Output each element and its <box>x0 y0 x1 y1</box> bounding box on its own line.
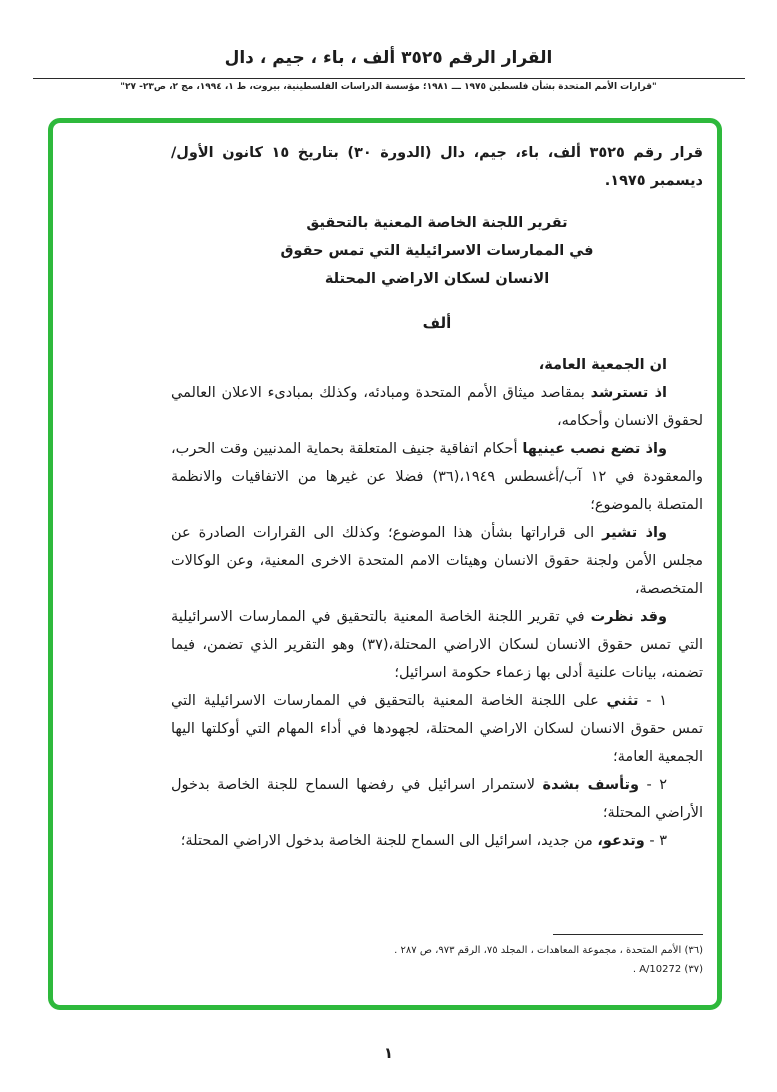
paragraph-lead: اذ تسترشد <box>590 385 667 401</box>
body-paragraph: ٢ - وتأسف بشدة لاستمرار اسرائيل في رفضها السماح للجنة الخاصة بدخول الأراضي المحتلة؛ <box>171 777 703 821</box>
paragraph-lead: وتأسف بشدة <box>542 777 640 793</box>
footnotes-section <box>67 934 703 979</box>
section-letter: ألف <box>422 314 452 332</box>
paragraph-lead: تثني <box>606 693 639 709</box>
body-paragraph: وقد نظرت في تقرير اللجنة الخاصة المعنية بالتحقيق في الممارسات الاسرائيلية التي تمس حقوق الانسان لسكان الاراضي المحتلة،(٣٧) وهو التقرير الذي تضمن، فيما تضمنه، بيانات علنية أدلى بها زعماء حكومة اسرائيل؛ <box>171 609 703 681</box>
report-heading-line: تقرير اللجنة الخاصة المعنية بالتحقيق <box>306 215 568 231</box>
footnote-list <box>67 941 703 979</box>
report-heading-line: الانسان لسكان الاراضي المحتلة <box>324 271 550 287</box>
document-body <box>53 123 717 1005</box>
paragraph-lead: ان الجمعية العامة، <box>538 357 667 373</box>
page-number: ١ <box>383 1044 394 1062</box>
paragraph-lead: واذ تشير <box>602 525 667 541</box>
body-paragraphs <box>171 351 703 855</box>
body-paragraph: ٣ - وتدعو، من جديد، اسرائيل الى السماح للجنة الخاصة بدخول الاراضي المحتلة؛ <box>180 833 667 849</box>
footnote-divider <box>553 934 703 935</box>
paragraph-lead: واذ تضع نصب عينيها <box>522 441 667 457</box>
paragraph-lead: وتدعو، <box>597 833 645 849</box>
body-paragraph: واذ تضع نصب عينيها أحكام اتفاقية جنيف المتعلقة بحماية المدنيين وقت الحرب، والمعقودة في ١٢ آب/أغسطس ١٩٤٩،(٣٦) فضلا عن غيرها من الاتفاقيات والانظمة المتصلة بالموضوع؛ <box>171 441 703 513</box>
body-paragraph <box>171 351 703 379</box>
body-paragraph: ١ - تثني على اللجنة الخاصة المعنية بالتحقيق في الممارسات الاسرائيلية التي تمس حقوق الانسان لسكان الاراضي المحتلة، لجهودها في أداء المهام التي أوكلتها اليها الجمعية العامة؛ <box>171 693 703 765</box>
body-paragraph: اذ تسترشد بمقاصد ميثاق الأمم المتحدة ومبادئه، وكذلك بمبادىء الاعلان العالمي لحقوق الانسان وأحكامه، <box>171 385 703 429</box>
header-divider <box>33 78 745 79</box>
document-title: القرار الرقم ٣٥٢٥ ألف ، باء ، جيم ، دال <box>224 48 553 68</box>
footnote: (٣٦) الأمم المتحدة ، مجموعة المعاهدات ، المجلد ٧٥، الرقم ٩٧٣، ص ٢٨٧ . <box>394 945 703 956</box>
resolution-intro: قرار رقم ٣٥٢٥ ألف، باء، جيم، دال (الدورة ٣٠) بتاريخ ١٥ كانون الأول/ديسمبر ١٩٧٥. <box>171 145 704 189</box>
source-citation: "قرارات الأمم المتحدة بشأن فلسطين ١٩٧٥ ـــ ١٩٨١؛ مؤسسة الدراسات الفلسطينية، بيروت، ط ١، ١٩٩٤، مج ٢، ص٢٣- ٢٧" <box>120 82 657 92</box>
highlight-border <box>48 118 722 1010</box>
report-heading-line: في الممارسات الاسرائيلية التي تمس حقوق <box>280 243 594 259</box>
footnote: (٣٧) A/10272 . <box>632 964 703 975</box>
paragraph-lead: وقد نظرت <box>590 609 668 625</box>
body-paragraph: واذ تشير الى قراراتها بشأن هذا الموضوع؛ وكذلك الى القرارات الصادرة عن مجلس الأمن ولجنة حقوق الانسان وهيئات الامم المتحدة الاخرى المعنية، وعن الوكالات المتخصصة، <box>171 525 703 597</box>
report-heading <box>171 209 703 293</box>
